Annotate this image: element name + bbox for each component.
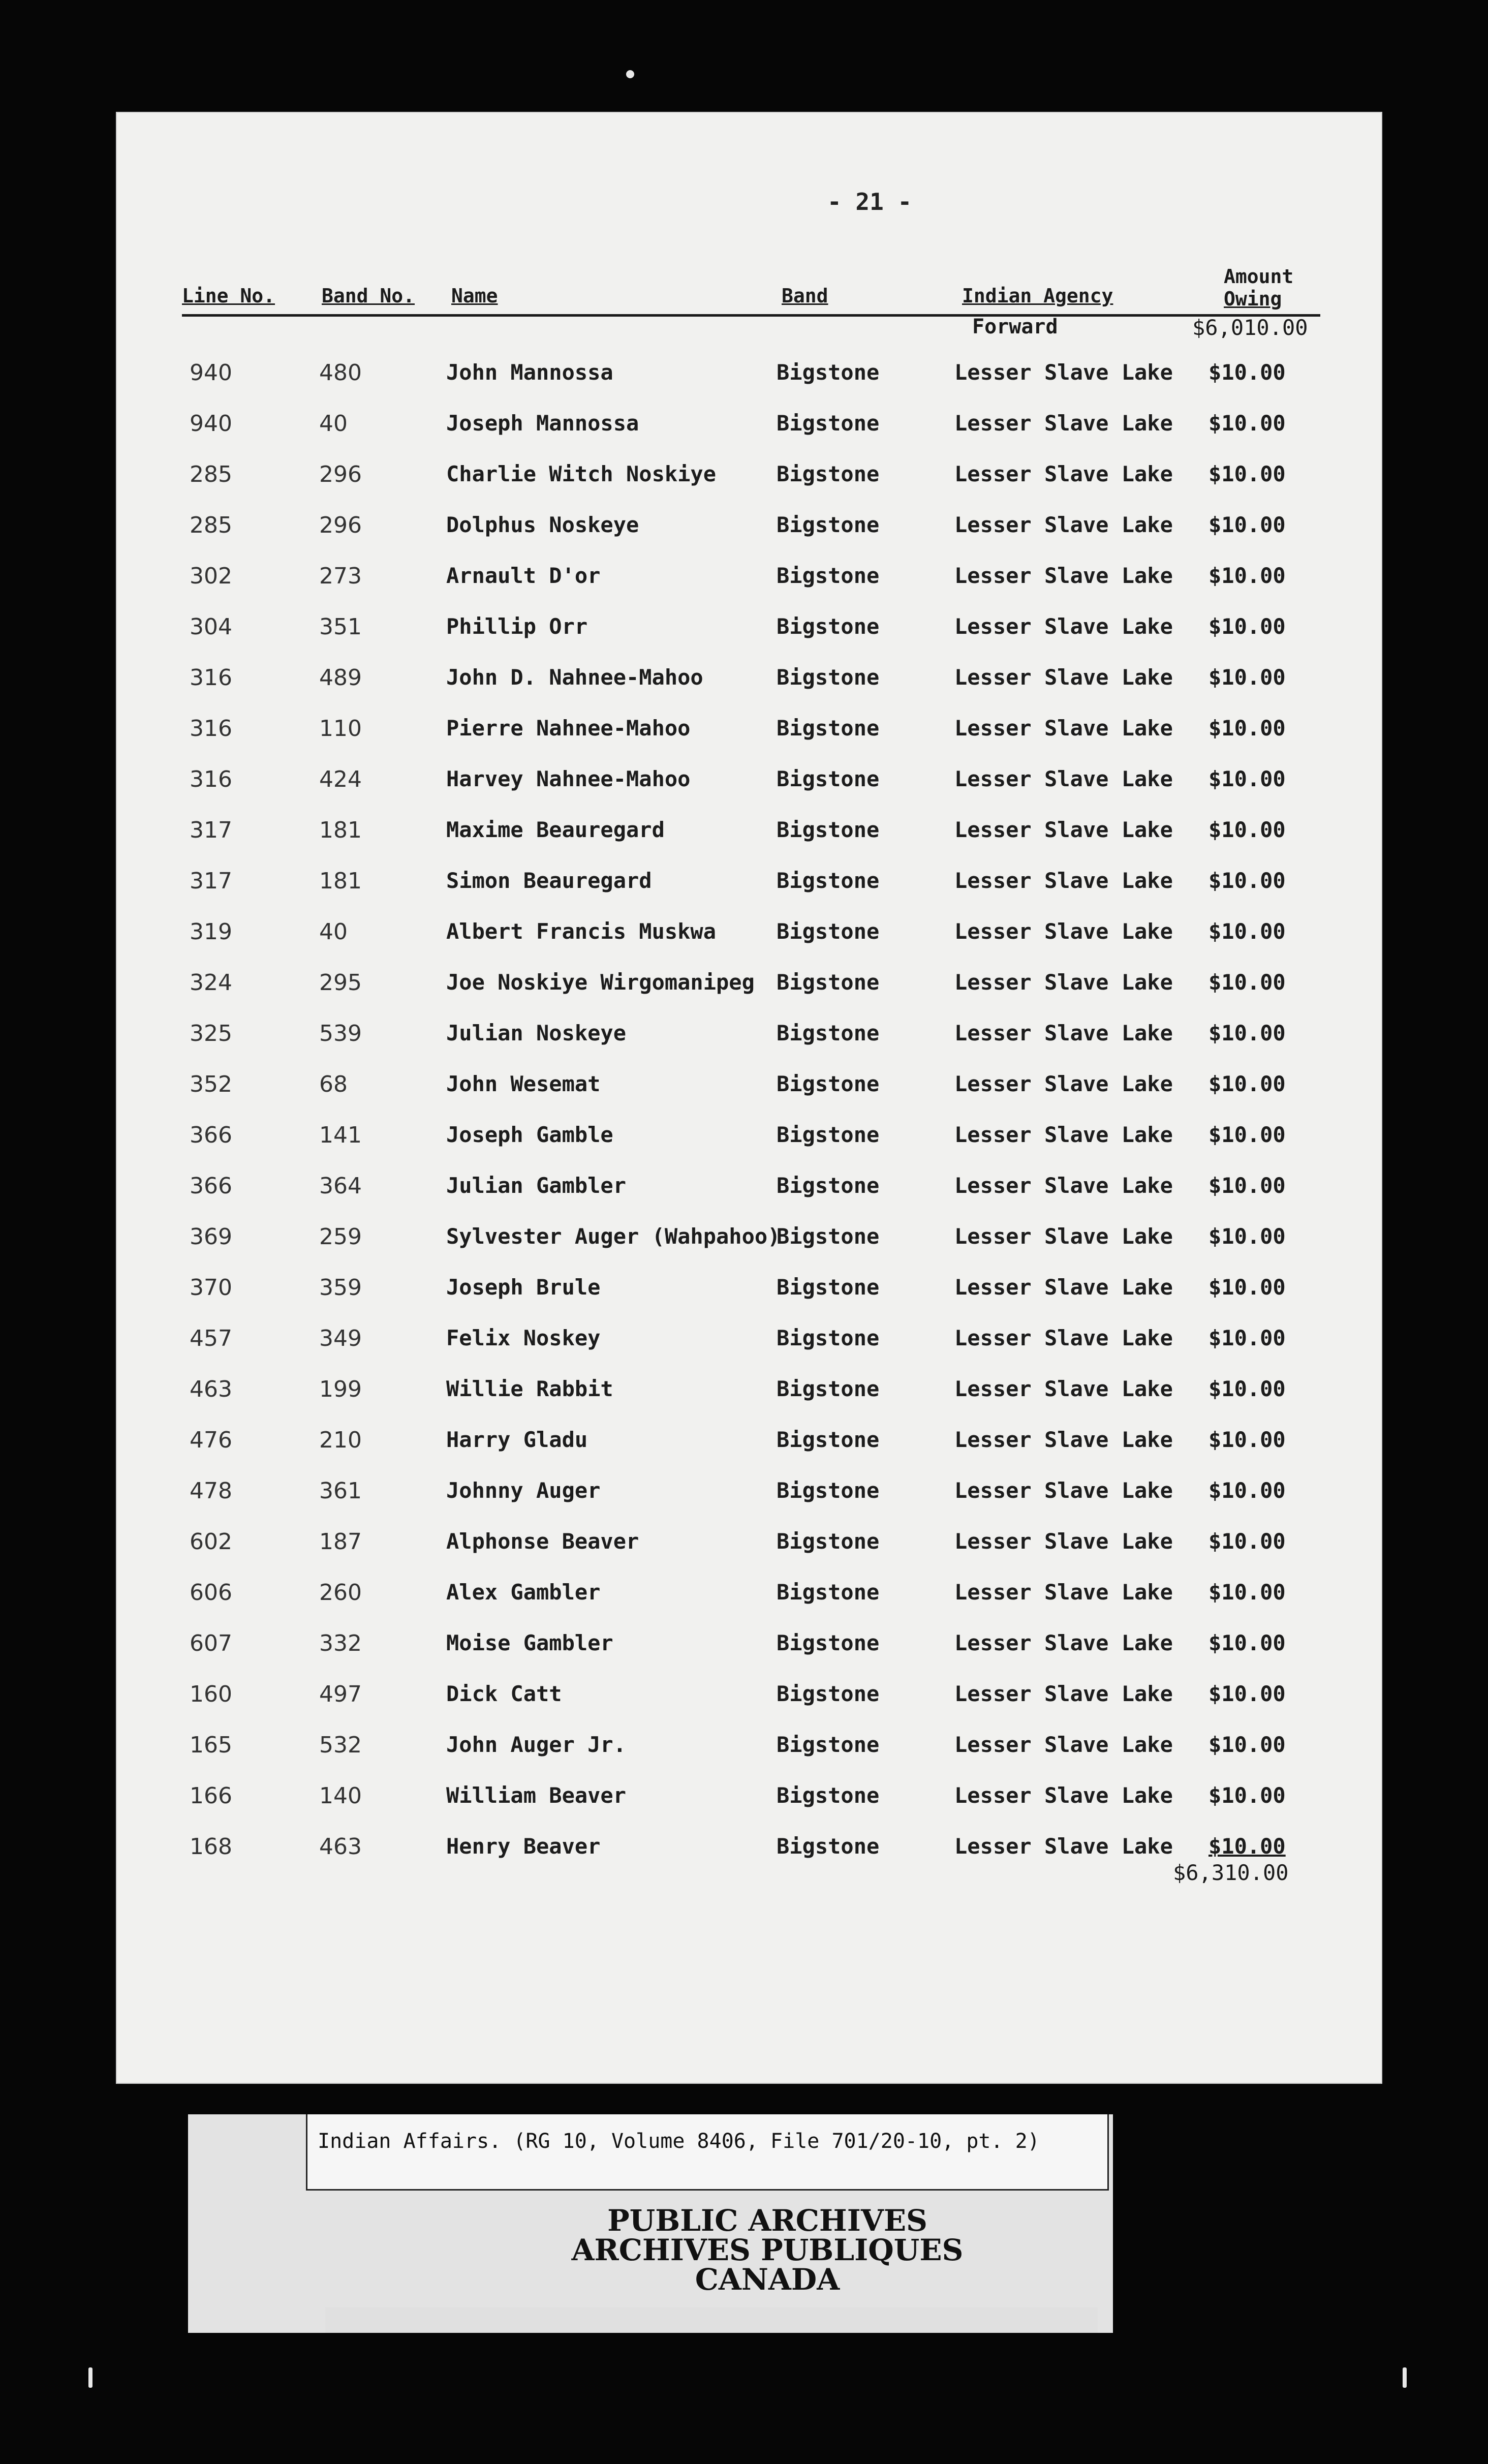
header-agency: Indian Agency [962,285,1113,307]
member-name: Phillip Orr [446,614,588,639]
table-row [116,1326,1382,1371]
line-number: 317 [190,817,232,843]
table-row [116,1224,1382,1270]
member-name: Simon Beauregard [446,868,652,893]
line-number: 369 [190,1224,232,1250]
amount-owing: $10.00 [1208,1681,1286,1706]
header-band: Band [782,285,828,307]
band-number: 480 [319,360,362,386]
member-name: Joe Noskiye Wirgomanipeg [446,970,755,995]
band-number: 359 [319,1275,362,1301]
agency-name: Lesser Slave Lake [954,1529,1173,1554]
band-name: Bigstone [777,1427,880,1452]
member-name: John D. Nahnee-Mahoo [446,665,703,690]
amount-owing: $10.00 [1208,1580,1286,1605]
line-number: 316 [190,766,232,792]
member-name: Henry Beaver [446,1834,601,1859]
member-name: John Mannossa [446,360,613,385]
table-row [116,716,1382,761]
header-name: Name [451,285,498,307]
band-number: 295 [319,970,362,996]
amount-owing: $10.00 [1208,716,1286,741]
amount-owing: $10.00 [1208,1732,1286,1757]
table-row [116,919,1382,965]
stamp-line-1: PUBLIC ARCHIVES [607,2203,927,2238]
member-name: Harry Gladu [446,1427,588,1452]
table-row [116,461,1382,507]
band-number: 40 [319,919,348,945]
agency-name: Lesser Slave Lake [954,1021,1173,1045]
band-name: Bigstone [777,1783,880,1808]
band-number: 140 [319,1783,362,1809]
amount-owing: $10.00 [1208,1478,1286,1503]
band-name: Bigstone [777,360,880,385]
line-number: 160 [190,1681,232,1707]
amount-owing: $10.00 [1208,1173,1286,1198]
table-row [116,563,1382,609]
member-name: Dick Catt [446,1681,562,1706]
header-band-no: Band No. [322,285,415,307]
line-number: 457 [190,1326,232,1351]
table-row [116,1275,1382,1320]
member-name: John Auger Jr. [446,1732,627,1757]
agency-name: Lesser Slave Lake [954,360,1173,385]
band-number: 349 [319,1326,362,1351]
band-number: 497 [319,1681,362,1707]
amount-owing: $10.00 [1208,1224,1286,1249]
amount-owing: $10.00 [1208,665,1286,690]
table-row [116,360,1382,406]
table-row [116,1681,1382,1727]
document-page [116,112,1382,2084]
band-number: 296 [319,512,362,538]
band-name: Bigstone [777,411,880,436]
amount-owing: $10.00 [1208,766,1286,791]
band-name: Bigstone [777,1326,880,1350]
agency-name: Lesser Slave Lake [954,1071,1173,1096]
band-name: Bigstone [777,1021,880,1045]
amount-owing: $10.00 [1208,919,1286,944]
table-row [116,512,1382,558]
agency-name: Lesser Slave Lake [954,1783,1173,1808]
line-number: 165 [190,1732,232,1758]
agency-name: Lesser Slave Lake [954,1834,1173,1859]
band-name: Bigstone [777,1376,880,1401]
band-number: 424 [319,766,362,792]
member-name: Johnny Auger [446,1478,601,1503]
agency-name: Lesser Slave Lake [954,1376,1173,1401]
amount-owing: $10.00 [1208,1630,1286,1655]
dust-speck [626,70,634,78]
line-number: 319 [190,919,232,945]
line-number: 168 [190,1834,232,1860]
member-name: Pierre Nahnee-Mahoo [446,716,691,741]
amount-owing: $10.00 [1208,411,1286,436]
amount-owing: $10.00 [1208,614,1286,639]
line-number: 478 [190,1478,232,1504]
agency-name: Lesser Slave Lake [954,411,1173,436]
member-name: Harvey Nahnee-Mahoo [446,766,691,791]
member-name: Maxime Beauregard [446,817,665,842]
agency-name: Lesser Slave Lake [954,1122,1173,1147]
member-name: Albert Francis Muskwa [446,919,717,944]
agency-name: Lesser Slave Lake [954,716,1173,741]
member-name: Joseph Brule [446,1275,601,1300]
amount-owing: $10.00 [1208,868,1286,893]
table-row [116,614,1382,660]
amount-owing: $10.00 [1208,1834,1286,1859]
line-number: 324 [190,970,232,996]
amount-owing: $10.00 [1208,1122,1286,1147]
band-name: Bigstone [777,1529,880,1554]
agency-name: Lesser Slave Lake [954,919,1173,944]
line-number: 285 [190,512,232,538]
agency-name: Lesser Slave Lake [954,1326,1173,1350]
member-name: Joseph Mannossa [446,411,639,436]
table-row [116,665,1382,711]
band-number: 296 [319,461,362,487]
amount-owing: $10.00 [1208,461,1286,486]
band-name: Bigstone [777,1173,880,1198]
line-number: 166 [190,1783,232,1809]
member-name: Arnault D'or [446,563,601,588]
band-number: 361 [319,1478,362,1504]
total-amount: $6,310.00 [1173,1860,1289,1885]
line-number: 606 [190,1580,232,1606]
agency-name: Lesser Slave Lake [954,563,1173,588]
band-name: Bigstone [777,817,880,842]
band-name: Bigstone [777,665,880,690]
header-line-no: Line No. [182,285,275,307]
header-rule [182,314,1320,317]
band-number: 273 [319,563,362,589]
band-name: Bigstone [777,766,880,791]
member-name: John Wesemat [446,1071,601,1096]
band-name: Bigstone [777,1732,880,1757]
band-name: Bigstone [777,614,880,639]
amount-owing: $10.00 [1208,512,1286,537]
agency-name: Lesser Slave Lake [954,461,1173,486]
band-number: 110 [319,716,362,742]
dust-speck [1403,2367,1407,2388]
amount-owing: $10.00 [1208,563,1286,588]
forward-amount: $6,010.00 [1192,315,1308,340]
table-row [116,868,1382,914]
band-name: Bigstone [777,563,880,588]
member-name: Felix Noskey [446,1326,601,1350]
line-number: 602 [190,1529,232,1555]
member-name: Alphonse Beaver [446,1529,639,1554]
member-name: Willie Rabbit [446,1376,613,1401]
agency-name: Lesser Slave Lake [954,970,1173,995]
line-number: 302 [190,563,232,589]
member-name: William Beaver [446,1783,627,1808]
line-number: 366 [190,1173,232,1199]
table-row [116,1122,1382,1168]
table-row [116,1580,1382,1625]
band-number: 181 [319,817,362,843]
agency-name: Lesser Slave Lake [954,1275,1173,1300]
line-number: 352 [190,1071,232,1097]
archive-label [188,2114,1113,2333]
member-name: Julian Gambler [446,1173,627,1198]
band-number: 332 [319,1630,362,1656]
member-name: Joseph Gamble [446,1122,613,1147]
table-row [116,1529,1382,1575]
member-name: Sylvester Auger (Wahpahoo) [446,1224,781,1249]
table-row [116,1071,1382,1117]
table-row [116,1630,1382,1676]
member-name: Julian Noskeye [446,1021,627,1045]
agency-name: Lesser Slave Lake [954,665,1173,690]
table-row [116,1173,1382,1219]
amount-owing: $10.00 [1208,1529,1286,1554]
agency-name: Lesser Slave Lake [954,766,1173,791]
agency-name: Lesser Slave Lake [954,1681,1173,1706]
line-number: 940 [190,360,232,386]
band-number: 489 [319,665,362,691]
band-name: Bigstone [777,461,880,486]
band-name: Bigstone [777,1834,880,1859]
table-row [116,766,1382,812]
table-row [116,970,1382,1015]
band-name: Bigstone [777,1580,880,1605]
agency-name: Lesser Slave Lake [954,868,1173,893]
band-number: 260 [319,1580,362,1606]
band-name: Bigstone [777,716,880,741]
archive-citation: Indian Affairs. (RG 10, Volume 8406, File 701/20-10, pt. 2) [306,2114,1109,2191]
table-row [116,1427,1382,1473]
band-name: Bigstone [777,512,880,537]
agency-name: Lesser Slave Lake [954,614,1173,639]
band-number: 539 [319,1021,362,1046]
line-number: 940 [190,411,232,437]
page-number: - 21 - [827,188,912,215]
line-number: 317 [190,868,232,894]
table-row [116,817,1382,863]
amount-owing: $10.00 [1208,1071,1286,1096]
agency-name: Lesser Slave Lake [954,1478,1173,1503]
table-row [116,1732,1382,1778]
band-number: 463 [319,1834,362,1860]
line-number: 366 [190,1122,232,1148]
line-number: 316 [190,665,232,691]
agency-name: Lesser Slave Lake [954,1630,1173,1655]
agency-name: Lesser Slave Lake [954,1224,1173,1249]
amount-owing: $10.00 [1208,1326,1286,1350]
agency-name: Lesser Slave Lake [954,1173,1173,1198]
amount-owing: $10.00 [1208,1275,1286,1300]
band-number: 259 [319,1224,362,1250]
band-name: Bigstone [777,1071,880,1096]
agency-name: Lesser Slave Lake [954,1580,1173,1605]
stamp-line-3: CANADA [695,2262,840,2297]
amount-owing: $10.00 [1208,1376,1286,1401]
dust-speck [88,2367,92,2388]
table-row [116,411,1382,456]
header-amount: Amount [1224,265,1294,288]
band-name: Bigstone [777,1224,880,1249]
agency-name: Lesser Slave Lake [954,512,1173,537]
band-number: 532 [319,1732,362,1758]
line-number: 370 [190,1275,232,1301]
band-number: 181 [319,868,362,894]
band-name: Bigstone [777,1275,880,1300]
agency-name: Lesser Slave Lake [954,817,1173,842]
amount-owing: $10.00 [1208,1427,1286,1452]
amount-owing: $10.00 [1208,817,1286,842]
amount-owing: $10.00 [1208,970,1286,995]
amount-owing: $10.00 [1208,360,1286,385]
forward-label: Forward [972,315,1058,338]
table-row [116,1478,1382,1524]
agency-name: Lesser Slave Lake [954,1427,1173,1452]
amount-owing: $10.00 [1208,1021,1286,1045]
band-name: Bigstone [777,1122,880,1147]
table-row [116,1376,1382,1422]
band-number: 141 [319,1122,362,1148]
band-number: 187 [319,1529,362,1555]
band-name: Bigstone [777,1630,880,1655]
line-number: 476 [190,1427,232,1453]
band-name: Bigstone [777,1478,880,1503]
member-name: Charlie Witch Noskiye [446,461,717,486]
line-number: 304 [190,614,232,640]
member-name: Dolphus Noskeye [446,512,639,537]
band-number: 199 [319,1376,362,1402]
table-row [116,1021,1382,1066]
band-number: 40 [319,411,348,437]
line-number: 316 [190,716,232,742]
table-row [116,1783,1382,1829]
band-number: 364 [319,1173,362,1199]
band-name: Bigstone [777,919,880,944]
agency-name: Lesser Slave Lake [954,1732,1173,1757]
line-number: 325 [190,1021,232,1046]
member-name: Alex Gambler [446,1580,601,1605]
band-number: 68 [319,1071,348,1097]
member-name: Moise Gambler [446,1630,613,1655]
band-number: 210 [319,1427,362,1453]
line-number: 463 [190,1376,232,1402]
line-number: 285 [190,461,232,487]
band-number: 351 [319,614,362,640]
label-strip [325,2307,1098,2333]
amount-owing: $10.00 [1208,1783,1286,1808]
band-name: Bigstone [777,970,880,995]
stamp-line-2: ARCHIVES PUBLIQUES [571,2233,964,2267]
header-owing: Owing [1224,288,1282,310]
line-number: 607 [190,1630,232,1656]
band-name: Bigstone [777,868,880,893]
band-name: Bigstone [777,1681,880,1706]
archive-stamp [513,2203,1021,2297]
